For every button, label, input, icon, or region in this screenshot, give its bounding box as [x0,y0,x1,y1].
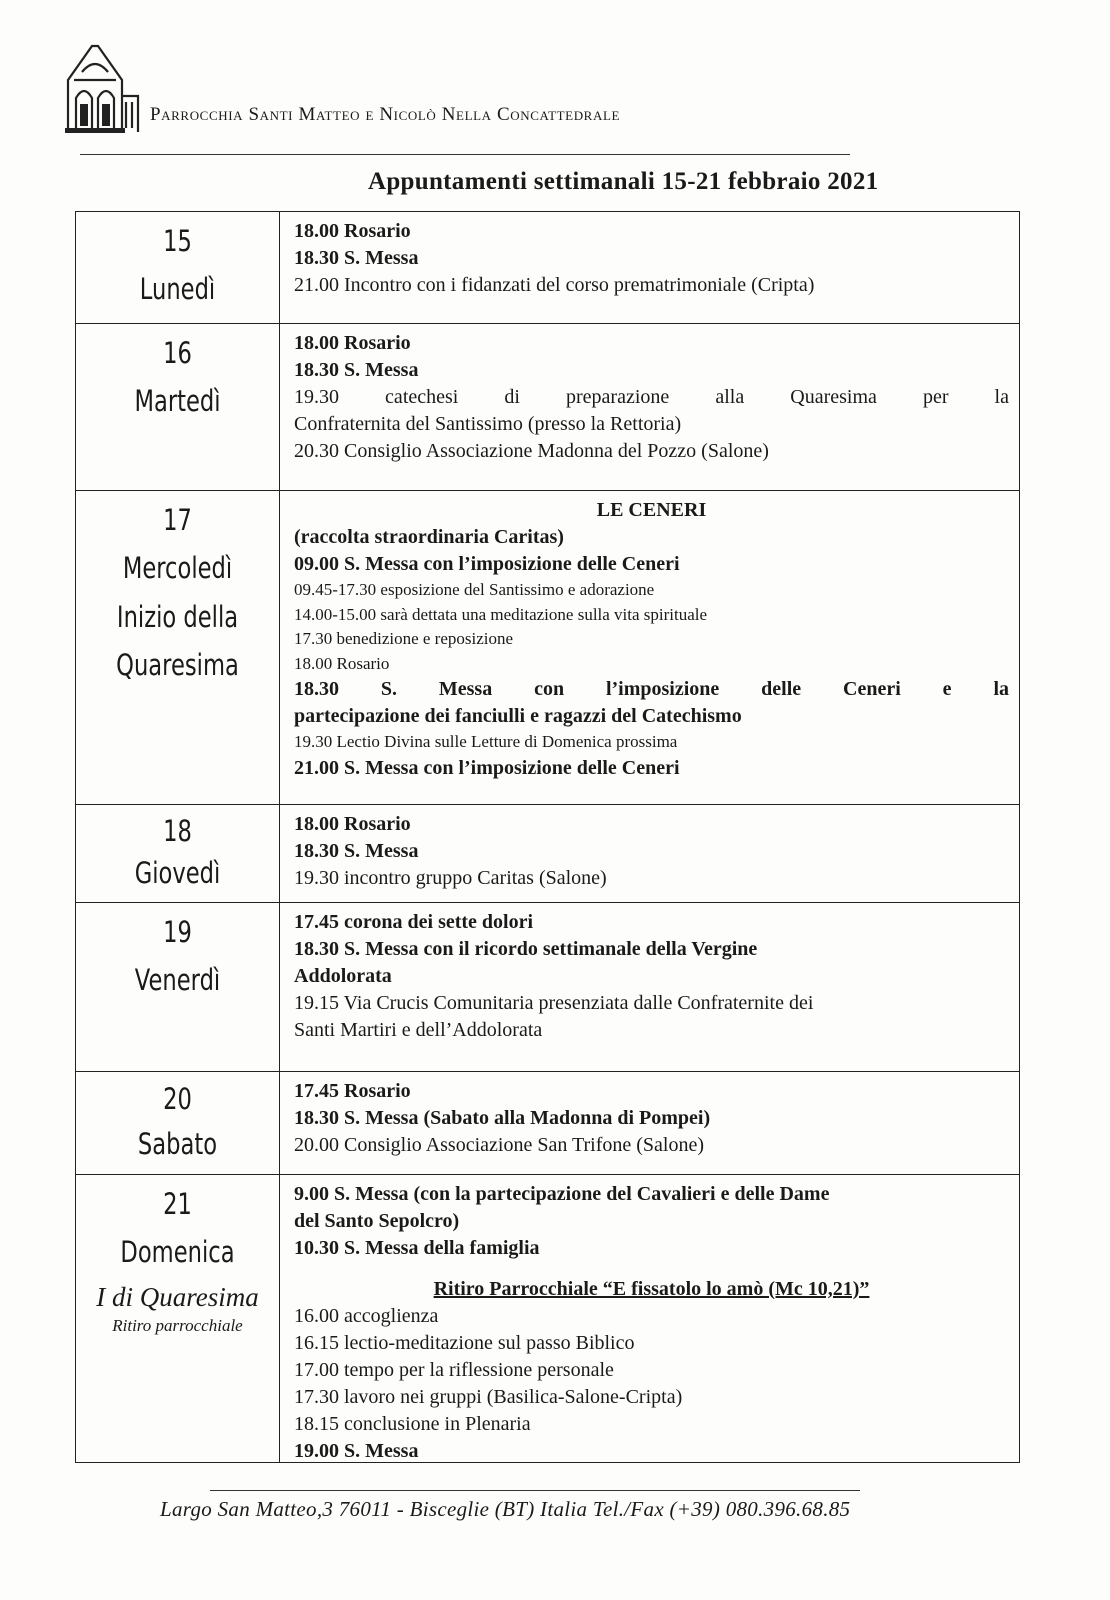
day-cell [76,324,280,490]
event-line: 19.30 catechesi di preparazione alla Quaresima per la [294,386,1009,408]
event-line: 18.00 Rosario [294,220,411,242]
day-number: 18 [163,814,192,848]
event-line: 21.00 S. Messa con l’imposizione delle Ceneri [294,756,680,779]
header-divider [80,154,850,155]
day-name: Martedì [134,384,221,418]
event-line: 21.00 Incontro con i fidanzati del corso prematrimoniale (Cripta) [294,274,815,296]
event-line: Ritiro Parrocchiale “E fissatolo lo amò (Mc 10,21)” [433,1278,870,1300]
day-name: Mercoledì [122,551,233,585]
day-row [76,902,1019,1071]
day-subtitle: Quaresima [116,648,239,682]
day-name: Lunedì [139,272,216,306]
day-cell [76,491,280,804]
event-line: 17.45 corona dei sette dolori [294,911,534,933]
event-line: 09.45-17.30 esposizione del Santissimo e adorazione [294,580,655,599]
day-number: 17 [163,503,192,537]
event-line: 09.00 S. Messa con l’imposizione delle Ceneri [294,553,680,575]
event-line: 17.30 benedizione e reposizione [294,629,514,648]
event-line: 18.00 Rosario [294,653,390,673]
day-row [76,323,1019,490]
event-line: 19.15 Via Crucis Comunitaria presenziata dalle Confraternite dei [294,992,814,1014]
day-number: 16 [163,336,192,370]
footer-divider [210,1490,860,1491]
events-cell [280,805,1019,902]
day-name: Sabato [137,1127,218,1161]
day-row [76,490,1019,804]
church-logo-icon [62,40,144,136]
parish-name: Parrocchia Santi Matteo e Nicolò Nella Concattedrale [150,104,621,125]
event-line: 14.00-15.00 sarà dettata una meditazione sulla vita spirituale [294,604,708,624]
event-line: 16.00 accoglienza [294,1305,439,1327]
event-line: 18.00 Rosario [294,813,411,835]
day-retreat-note: Ritiro parrocchiale [112,1316,243,1335]
events-cell [280,212,1019,323]
day-cell [76,805,280,902]
day-cell [76,1175,280,1462]
event-line: 19.00 S. Messa [294,1440,419,1462]
event-line: Addolorata [294,965,392,987]
event-line: 10.30 S. Messa della famiglia [294,1237,540,1259]
event-line: 18.30 S. Messa [294,359,419,381]
event-line: LE CENERI [596,499,707,521]
events-cell [280,491,1019,804]
events-cell [280,1175,1019,1462]
event-line: 17.30 lavoro nei gruppi (Basilica-Salone-Cripta) [294,1386,683,1408]
event-line: (raccolta straordinaria Caritas) [294,526,564,548]
events-cell [280,1072,1019,1174]
event-line: 9.00 S. Messa (con la partecipazione del Cavalieri e delle Dame [294,1183,830,1205]
event-line: 16.15 lectio-meditazione sul passo Biblico [294,1332,635,1354]
event-line: 19.30 incontro gruppo Caritas (Salone) [294,867,607,889]
event-line: 18.30 S. Messa [294,840,419,862]
events-cell [280,903,1019,1071]
day-row [76,1071,1019,1174]
day-name: Domenica [120,1235,235,1269]
day-subtitle: Inizio della [116,600,239,634]
event-line: 20.30 Consiglio Associazione Madonna del Pozzo (Salone) [294,440,769,462]
footer-address: Largo San Matteo,3 76011 - Bisceglie (BT) Italia Tel./Fax (+39) 080.396.68.85 [160,1497,851,1521]
page-title: Appuntamenti settimanali 15-21 febbraio 2021 [368,168,879,195]
event-line: 18.15 conclusione in Plenaria [294,1413,531,1435]
day-name: Venerdì [134,963,221,997]
event-line: del Santo Sepolcro) [294,1210,460,1232]
day-row [76,212,1019,323]
event-line: 18.30 S. Messa [294,247,419,269]
day-row [76,1174,1019,1462]
day-number: 20 [163,1082,192,1116]
events-cell [280,324,1019,490]
event-line: 20.00 Consiglio Associazione San Trifone (Salone) [294,1134,704,1156]
day-number: 15 [163,224,192,258]
schedule-table [75,211,1020,1463]
event-line: 17.00 tempo per la riflessione personale [294,1359,614,1381]
day-row [76,804,1019,902]
event-line: Confraternita del Santissimo (presso la Rettoria) [294,413,682,435]
event-line: 18.30 S. Messa con il ricordo settimanale della Vergine [294,938,758,960]
day-cell [76,903,280,1071]
day-name: Giovedì [134,856,221,890]
event-line: Santi Martiri e dell’Addolorata [294,1019,543,1041]
day-number: 21 [163,1187,192,1221]
event-line: 18.30 S. Messa con l’imposizione delle Ceneri e la [294,678,1009,700]
day-liturgical-note: I di Quaresima [96,1282,259,1312]
day-cell [76,1072,280,1174]
event-line: 19.30 Lectio Divina sulle Letture di Domenica prossima [294,732,678,751]
event-line: 18.00 Rosario [294,332,411,354]
day-number: 19 [163,915,192,949]
event-line: partecipazione dei fanciulli e ragazzi del Catechismo [294,705,742,727]
event-line: 17.45 Rosario [294,1080,411,1102]
event-line: 18.30 S. Messa (Sabato alla Madonna di Pompei) [294,1107,711,1129]
day-cell [76,212,280,323]
